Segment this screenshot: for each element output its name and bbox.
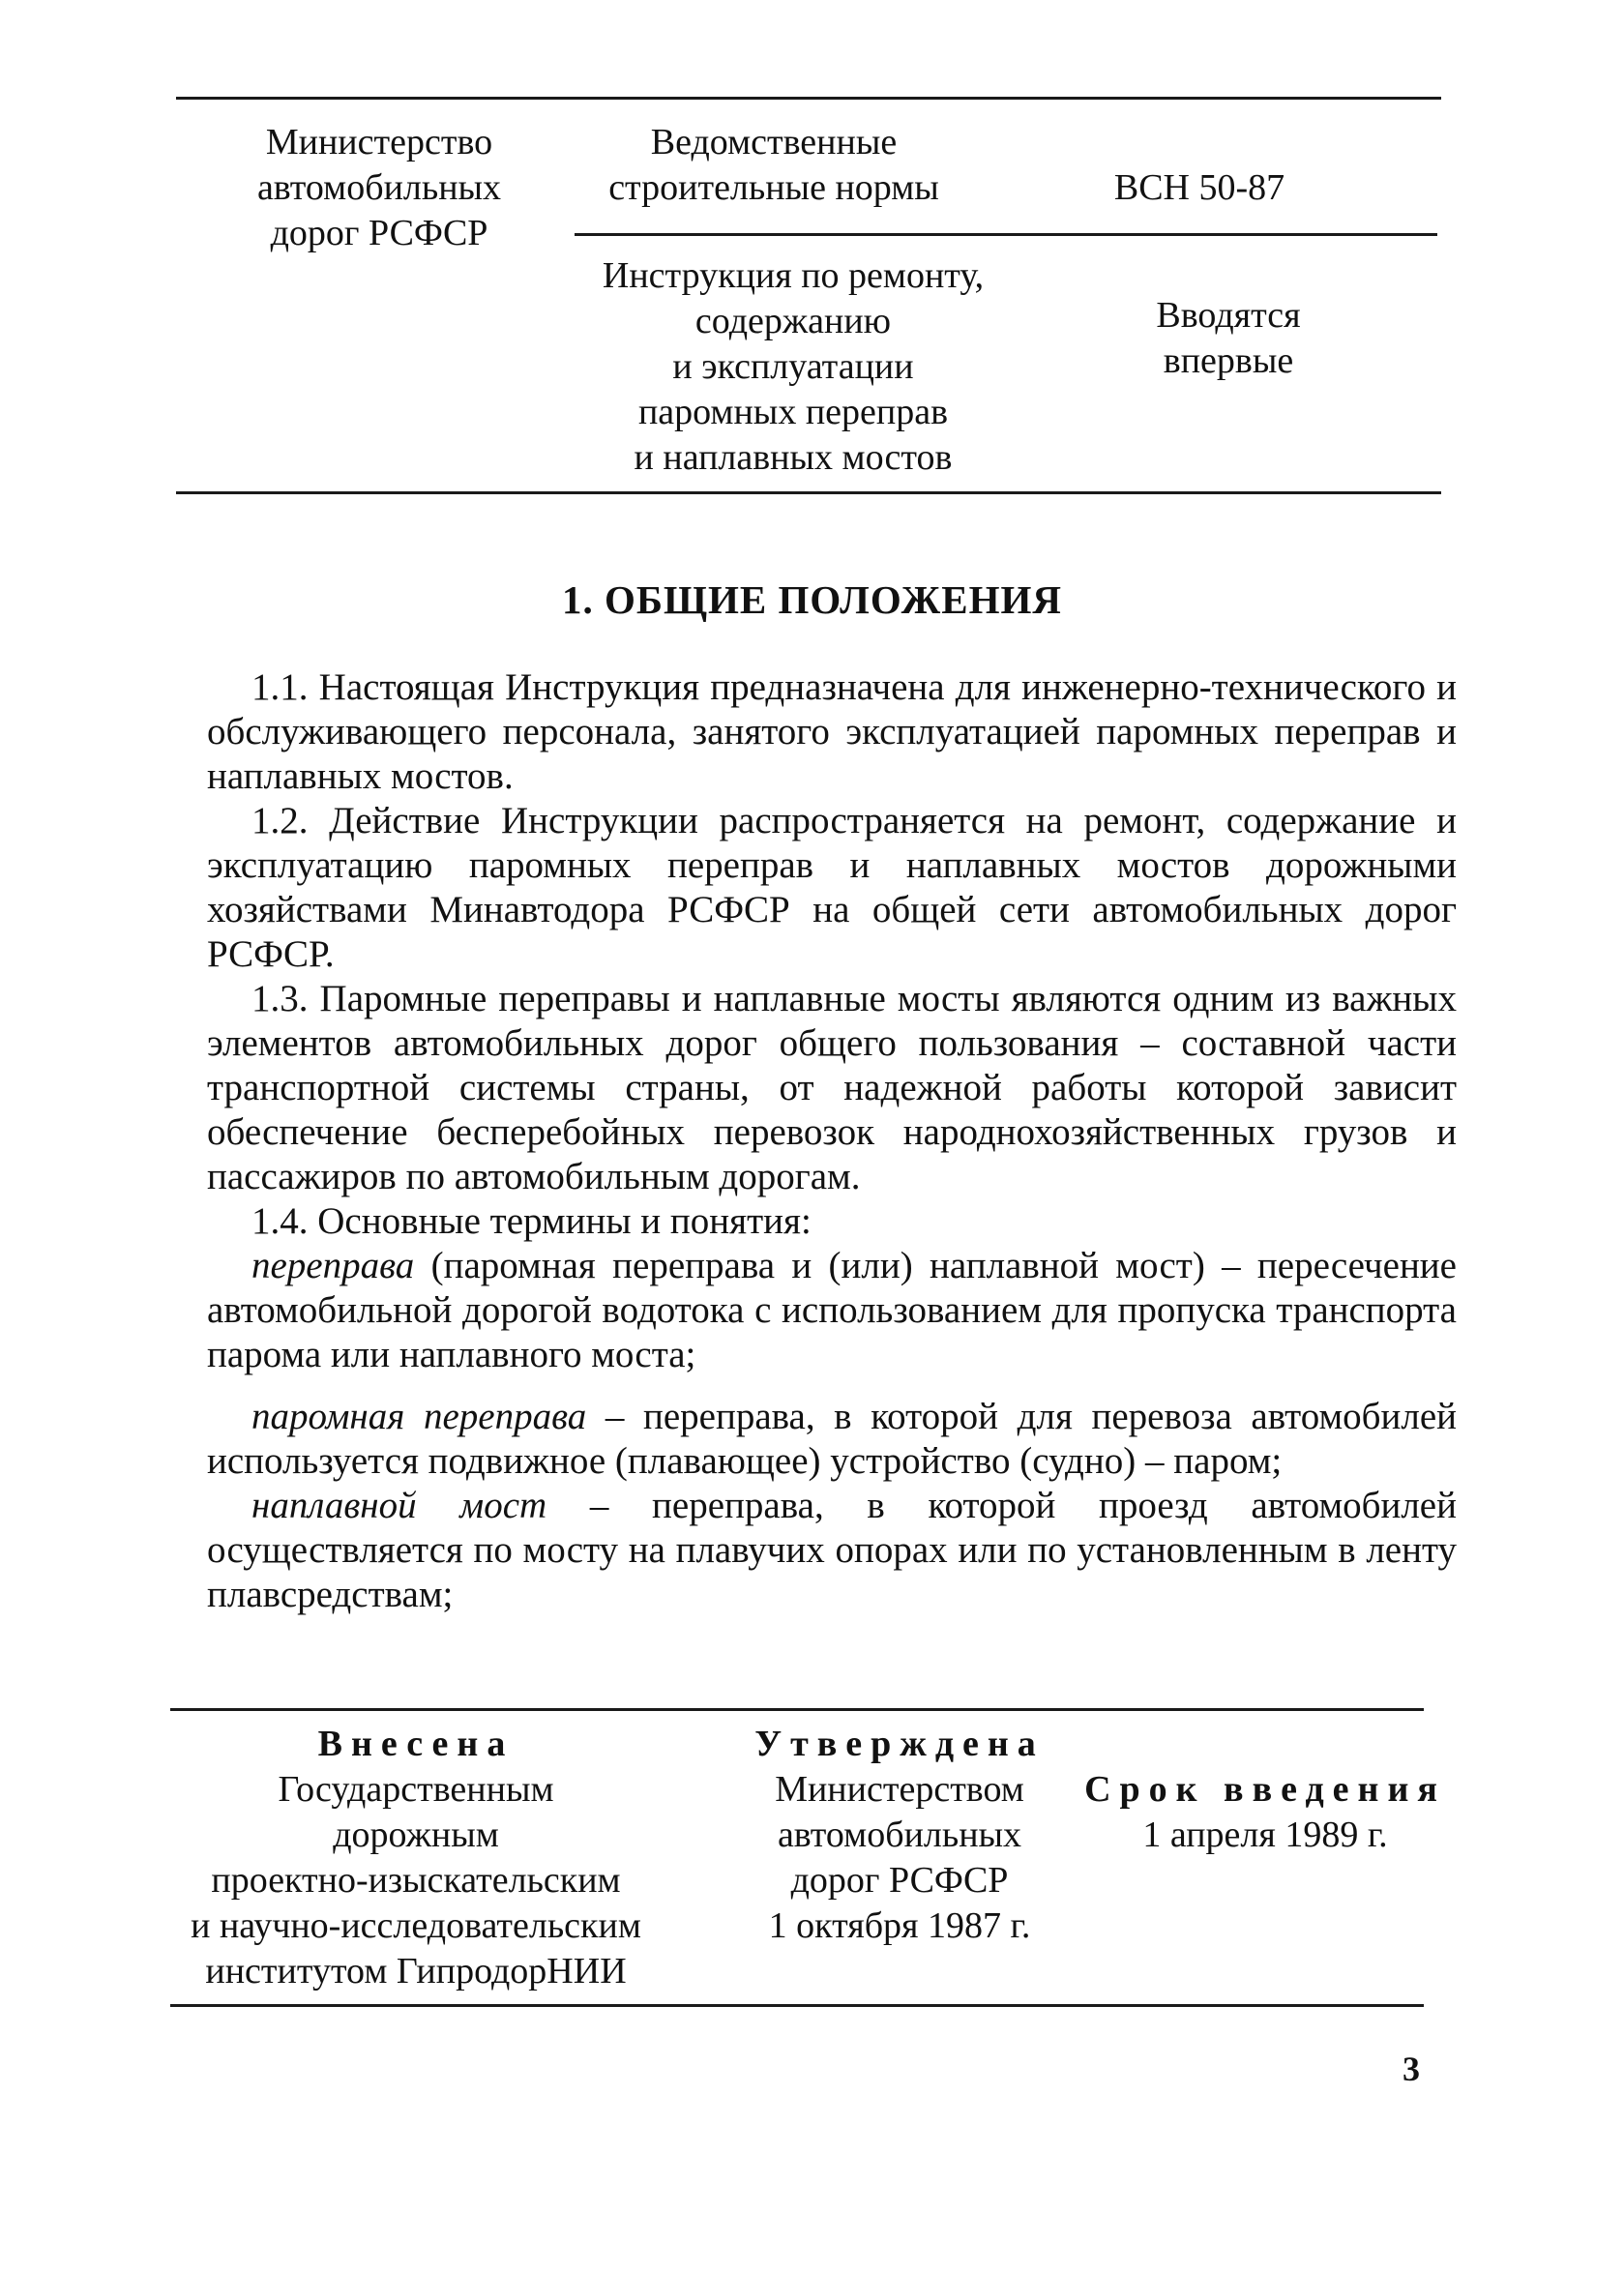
paragraph-1-4: 1.4. Основные термины и понятия: (251, 1200, 812, 1242)
approved-line: 1 октября 1987 г. (768, 1905, 1031, 1946)
section-title: 1. ОБЩИЕ ПОЛОЖЕНИЯ (562, 577, 1062, 622)
definition-crossing (207, 1244, 1457, 1377)
approved-line: дорог РСФСР (790, 1860, 1009, 1901)
introduced-line: институтом ГипродорНИИ (205, 1951, 627, 1992)
approved-label: Утверждена (754, 1724, 1045, 1764)
doc-type-block (561, 120, 987, 211)
approved-line: автомобильных (777, 1815, 1022, 1855)
paragraph-1-1: 1.1. Настоящая Инструкция предназначена для инженерно-технического и обслуживающего персонала, занятого эксплуатацией паромных переправ и наплавных мостов. (207, 666, 1457, 797)
doc-code (1074, 165, 1325, 211)
introduced-label: Внесена (317, 1724, 515, 1764)
doc-type-line: строительные нормы (608, 167, 939, 208)
doc-code-text: ВСН 50-87 (1113, 167, 1285, 208)
doc-title-line: паромных переправ (637, 392, 949, 432)
approved-block (716, 1722, 1083, 1949)
doc-title-block (561, 253, 1025, 481)
header-bottom-rule (176, 491, 1441, 494)
status-line: впервые (1163, 340, 1294, 381)
status-block (1074, 293, 1383, 384)
doc-title-line: содержанию (694, 301, 892, 341)
introduced-line: и научно-исследовательским (191, 1905, 641, 1946)
doc-title-line: и наплавных мостов (634, 437, 953, 478)
footer-top-rule (170, 1708, 1424, 1711)
doc-title-line: Инструкция по ремонту, (602, 255, 985, 296)
paragraph-1-3: 1.3. Паромные переправы и наплавные мосты являются одним из важных элементов автомобильных дорог общего пользования – составной части транспортной системы страны, от надежной работы которой зависит обеспечение бесперебойных перевозок народнохозяйственных грузов и пассажиров по автомобильным дорогам. (207, 978, 1457, 1197)
footer-bottom-rule (170, 2004, 1424, 2007)
ministry-line: дорог РСФСР (270, 213, 488, 253)
definition-ferry-crossing-text: – переправа, в которой для перевоза автомобилей используется подвижное (плавающее) устройство (судно) – паром; (207, 1396, 1457, 1482)
introduced-line: дорожным (333, 1815, 499, 1855)
doc-type-line: Ведомственные (650, 122, 898, 162)
introduced-line: Государственным (278, 1769, 554, 1810)
body-text (207, 665, 1457, 1617)
term-crossing: переправа (251, 1245, 415, 1286)
introduced-line: проектно-изыскательским (211, 1860, 621, 1901)
top-rule (176, 97, 1441, 100)
introduced-block (174, 1722, 658, 1994)
ministry-line: Министерство (265, 122, 493, 162)
status-line: Вводятся (1156, 295, 1301, 336)
doc-title-line: и эксплуатации (672, 346, 914, 387)
paragraph-1-2: 1.2. Действие Инструкции распространяется на ремонт, содержание и эксплуатацию паромных переправ и наплавных мостов дорожными хозяйствами Минавтодора РСФСР на общей сети автомобильных дорог РСФСР. (207, 800, 1457, 975)
definition-ferry-crossing (207, 1395, 1457, 1484)
term-value: 1 апреля 1989 г. (1142, 1815, 1388, 1855)
ministry-block (224, 120, 534, 256)
term-block (1072, 1767, 1459, 1858)
header-divider-rule (575, 233, 1437, 236)
definition-floating-bridge (207, 1484, 1457, 1617)
approved-line: Министерством (775, 1769, 1024, 1810)
ministry-line: автомобильных (256, 167, 502, 208)
term-floating-bridge: наплавной мост (251, 1485, 547, 1526)
definition-floating-bridge-text: – переправа, в которой проезд автомобилей осуществляется по мосту на плавучих опорах или по установленным в ленту плавсредствам; (207, 1485, 1457, 1615)
definition-crossing-text: (паромная переправа и (или) наплавной мост) – пересечение автомобильной дорогой водотока с использованием для пропуска транспорта парома или наплавного моста; (207, 1245, 1457, 1375)
page-number: 3 (1403, 2050, 1420, 2088)
term-ferry-crossing: паромная переправа (251, 1396, 587, 1437)
term-label: Срок введения (1084, 1769, 1446, 1810)
